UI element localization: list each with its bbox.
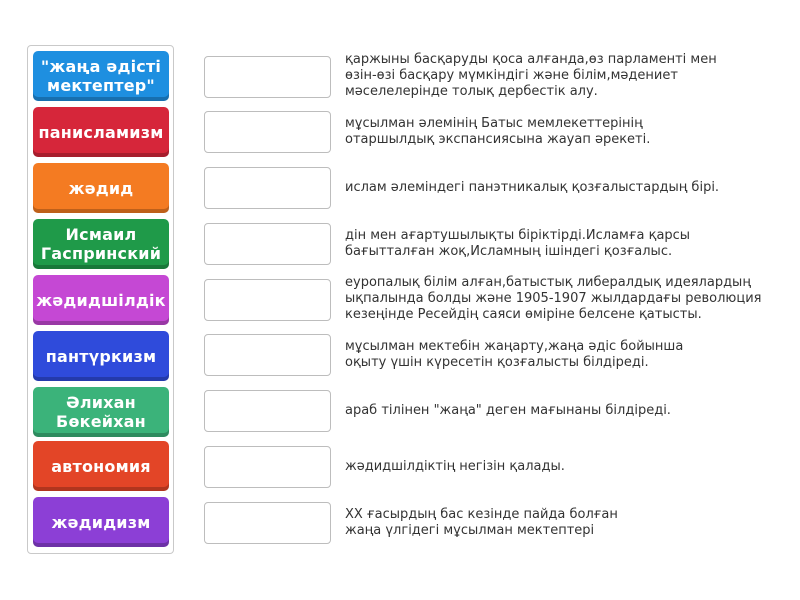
tile-label: "жаңа әдісті мектептер" xyxy=(40,57,162,95)
drop-slot-2[interactable] xyxy=(204,111,331,153)
clue-text: ислам әлеміндегі панэтникалық қозғалыстардың бірі. xyxy=(345,180,720,195)
clue-text: XX ғасырдың бас кезінде пайда болған жаңа үлгідегі мұсылман мектептері xyxy=(345,507,618,538)
drop-slot-5[interactable] xyxy=(204,279,331,321)
tile-label: жәдидизм xyxy=(51,512,151,532)
drop-slot-1[interactable] xyxy=(204,56,331,98)
word-tile-6[interactable] xyxy=(33,331,169,381)
clue-text: қаржыны басқаруды қоса алғанда,өз парламенті мен өзін-өзі басқару мүмкіндігі және білім,мәдениет мәселелерінде толық дербестік алу. xyxy=(345,52,717,99)
drop-slot-9[interactable] xyxy=(204,502,331,544)
drop-slot-3[interactable] xyxy=(204,167,331,209)
tile-label: жәдидшілдік xyxy=(36,290,166,310)
drop-slot-8[interactable] xyxy=(204,446,331,488)
word-tile-2[interactable] xyxy=(33,107,169,157)
clue-text: араб тілінен "жаңа" деген мағынаны білдіреді. xyxy=(345,403,671,418)
word-tile-3[interactable] xyxy=(33,163,169,213)
tile-label: Исмаил Гаспринский xyxy=(40,225,162,263)
tile-label: автономия xyxy=(51,456,151,476)
tile-label: Әлихан Бөкейхан xyxy=(56,393,146,431)
word-tile-9[interactable] xyxy=(33,497,169,547)
drop-slot-4[interactable] xyxy=(204,223,331,265)
clue-text: еуропалық білім алған,батыстық либералдық идеялардың ықпалында болды және 1905-1907 жылдардағы революция кезеңінде Ресейдің саяси өміріне белсене қатысты. xyxy=(345,275,762,322)
word-tile-7[interactable] xyxy=(33,387,169,437)
clue-text: дін мен ағартушылықты біріктірді.Исламға қарсы бағытталған жоқ,Исламның ішіндегі қозғалыс. xyxy=(345,228,691,259)
word-tile-8[interactable] xyxy=(33,441,169,491)
word-tile-1[interactable] xyxy=(33,51,169,101)
clue-text: жәдидшілдіктің негізін қалады. xyxy=(345,459,565,474)
drop-slot-7[interactable] xyxy=(204,390,331,432)
tile-label: жәдид xyxy=(68,178,134,198)
clue-text: мұсылман мектебін жаңарту,жаңа әдіс бойынша оқыту үшін күресетін қозғалысты білдіреді. xyxy=(345,339,684,370)
drop-slot-6[interactable] xyxy=(204,334,331,376)
clue-text: мұсылман әлемінің Батыс мемлекеттерінің отаршылдық экспансиясына жауап әрекеті. xyxy=(345,116,651,147)
word-tile-5[interactable] xyxy=(33,275,169,325)
tile-label: панисламизм xyxy=(38,122,164,142)
word-tile-4[interactable] xyxy=(33,219,169,269)
tile-label: пантүркизм xyxy=(45,346,157,366)
